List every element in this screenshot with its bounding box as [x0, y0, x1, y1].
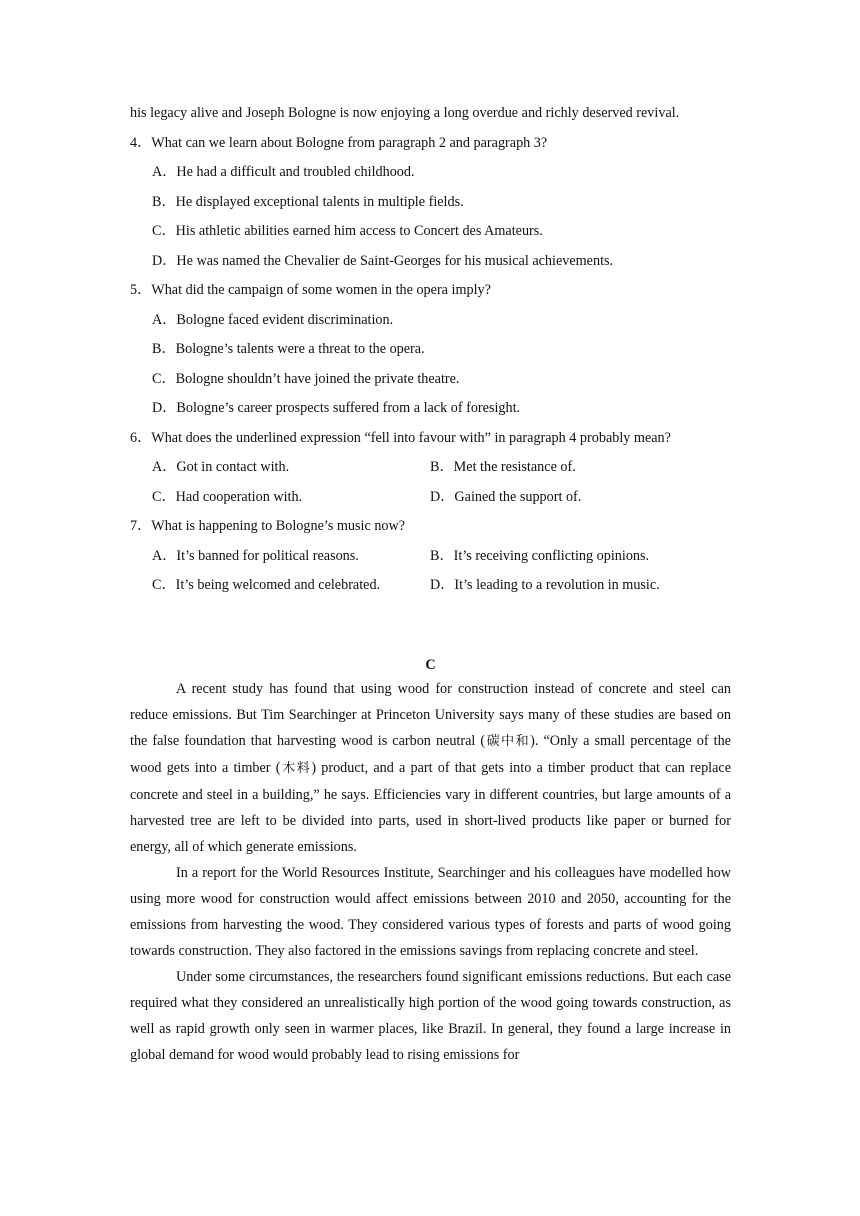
option-4a: A．He had a difficult and troubled childhood. — [152, 164, 415, 180]
option-5d: D．Bologne’s career prospects suffered from a lack of foresight. — [152, 400, 521, 416]
question-6 — [130, 427, 731, 449]
option-6b: B．Met the resistance of. — [430, 459, 576, 475]
question-number: 4． — [130, 134, 152, 151]
option-7a: A．It’s banned for political reasons. — [152, 547, 359, 564]
question-4 — [130, 132, 731, 154]
option-7b: B．It’s receiving conflicting opinions. — [430, 547, 650, 564]
chinese-gloss-timber: 木料 — [280, 761, 312, 776]
question-number: 6． — [130, 429, 152, 446]
paragraph-3: Under some circumstances, the researchers found significant emissions reductions. But each case required what they considered an unrealistically high portion of the wood going towards construction, as well as rapid growth only seen in warmer places, like Brazil. In general, they found a large increase in global demand for wood would probably lead to rising emissions for — [130, 969, 731, 1063]
option-4d: D．He was named the Chevalier de Saint-Georges for his musical achievements. — [152, 252, 614, 269]
question-number: 7． — [130, 518, 152, 534]
option-4b: B．He displayed exceptional talents in multiple fields. — [152, 193, 464, 210]
options-6-row-1 — [130, 456, 731, 478]
option-7c: C．It’s being welcomed and celebrated. — [152, 577, 381, 593]
section-title: C — [425, 657, 436, 673]
paragraph-1 — [130, 676, 731, 860]
option-6a: A．Got in contact with. — [152, 459, 290, 475]
options-6-row-2 — [130, 486, 731, 508]
chinese-gloss-carbon-neutral: 碳中和 — [485, 734, 531, 749]
option-6c: C．Had cooperation with. — [152, 488, 303, 505]
option-5c: C．Bologne shouldn’t have joined the private theatre. — [152, 370, 460, 387]
option-5a: A．Bologne faced evident discrimination. — [152, 311, 394, 328]
question-text: What did the campaign of some women in the opera imply? — [151, 282, 491, 298]
continuation-line: his legacy alive and Joseph Bologne is now enjoying a long overdue and richly deserved revival. — [130, 105, 680, 121]
paragraph-1-text-c: ) product, and a part of that gets into a timber product that can replace concrete and steel in a building,” he says. Efficiencies vary in different countries, but large amounts of a harvested tree are left to be divided into parts, used in short-lived products like paper or burned for energy, all of which generate emissions. — [130, 760, 731, 855]
option-5b: B．Bologne’s talents were a threat to the opera. — [152, 341, 425, 357]
options-7-row-1 — [130, 545, 731, 567]
option-4c: C．His athletic abilities earned him access to Concert des Amateurs. — [152, 223, 543, 239]
options-7-row-2 — [130, 574, 731, 596]
option-7d: D．It’s leading to a revolution in music. — [430, 577, 660, 593]
question-number: 5． — [130, 282, 152, 298]
option-6d: D．Gained the support of. — [430, 488, 582, 505]
document-page — [130, 102, 731, 1068]
question-text: What is happening to Bologne’s music now? — [151, 518, 406, 534]
paragraph-1-text-a: A recent study has found that using wood for construction instead of concrete and steel can reduce emissions. But Tim Searchinger at Princeton University says many of these studies are based on the false foundation that harvesting wood is carbon neutral ( — [130, 681, 731, 749]
question-text: What can we learn about Bologne from paragraph 2 and paragraph 3? — [151, 134, 548, 151]
question-7 — [130, 515, 731, 537]
paragraph-2: In a report for the World Resources Institute, Searchinger and his colleagues have modelled how using more wood for construction would affect emissions between 2010 and 2050, accounting for the emissions from harvesting the wood. They considered various types of forests and parts of wood going towards construction. They also factored in the emissions savings from replacing concrete and steel. — [130, 865, 731, 959]
question-text: What does the underlined expression “fell into favour with” in paragraph 4 probably mean? — [151, 429, 671, 446]
paragraph-1-text-b: ). “Only a small percentage of the wood gets into a timber ( — [130, 733, 731, 776]
question-5 — [130, 279, 731, 301]
